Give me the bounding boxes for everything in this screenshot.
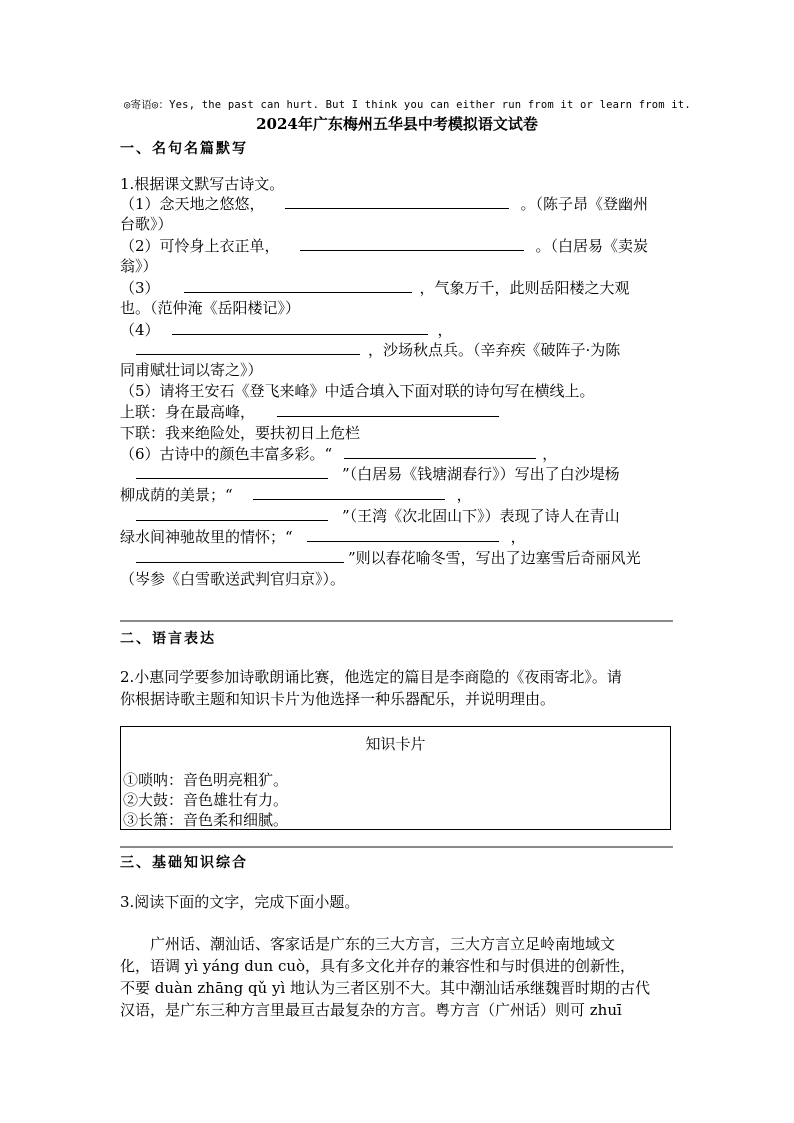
answer-blank[interactable]	[136, 548, 344, 563]
card-item: ①唢呐：音色明亮粗犷。	[123, 771, 289, 789]
q6-line6	[120, 548, 680, 568]
q6-line7: （岑参《白雪歌送武判官归京》）。	[120, 570, 346, 588]
q6-line2	[120, 464, 680, 484]
q3-suffix: ，气象万千，此则岳阳楼之大观	[419, 279, 630, 297]
question-3: 3.阅读下面的文字，完成下面小题。	[120, 893, 360, 911]
q2-prefix: （2）可怜身上衣正单，	[120, 237, 280, 255]
section-divider	[120, 846, 673, 848]
q1-line	[120, 194, 680, 214]
q4-cont: 同甫赋壮词以寄之》）	[120, 361, 263, 379]
q6-comma1: ，	[542, 445, 558, 463]
q4-mid: ，沙场秋点兵。（辛弃疾《破阵子·为陈	[368, 341, 621, 359]
answer-blank[interactable]	[277, 402, 499, 417]
question-2-line2: 你根据诗歌主题和知识卡片为他选择一种乐器配乐，并说明理由。	[120, 690, 556, 708]
card-title: 知识卡片	[365, 735, 426, 753]
answer-blank[interactable]	[136, 506, 328, 521]
card-item: ③长箫：音色柔和细腻。	[123, 811, 289, 829]
q6-line4-text: ”（王湾《次北固山下》）表现了诗人在青山	[342, 507, 620, 525]
answer-blank[interactable]	[136, 464, 328, 479]
section-heading-2: 二、语言表达	[120, 631, 216, 647]
q4-suffix: ，	[437, 321, 453, 339]
q6-line5b: ，	[510, 528, 526, 546]
question-1: 1.根据课文默写古诗文。	[120, 175, 285, 193]
q2-cont: 翁》）	[120, 257, 158, 275]
card-item: ②大鼓：音色雄壮有力。	[123, 791, 289, 809]
answer-blank[interactable]	[344, 444, 536, 459]
q6-prefix: （6）古诗中的颜色丰富多彩。“	[120, 445, 333, 463]
answer-blank[interactable]	[184, 278, 412, 293]
q2-line	[120, 236, 680, 256]
q6-line5	[120, 527, 680, 547]
q1-cont: 台歌》）	[120, 215, 173, 233]
passage-line: 化，语调 yì yáng dun cuò，具有多文化并存的兼容性和与时俱进的创新性，	[120, 957, 636, 975]
question-2-line1: 2.小惠同学要参加诗歌朗诵比赛，他选定的篇目是李商隐的《夜雨寄北》。请	[120, 668, 622, 686]
q1-suffix: 。（陈子昂《登幽州	[520, 195, 649, 213]
q1-prefix: （1）念天地之悠悠，	[120, 195, 265, 213]
q6-line4	[120, 506, 680, 526]
q6-line6-text: ”则以春花喻冬雪，写出了边塞雪后奇丽风光	[348, 549, 641, 567]
q4-prefix: （4）	[120, 321, 160, 339]
section-divider	[120, 620, 673, 622]
q2-suffix: 。（白居易《卖炭	[535, 237, 649, 255]
q4-line2	[120, 340, 680, 360]
answer-blank[interactable]	[172, 320, 428, 335]
q4-line	[120, 320, 680, 340]
q5-upper-line	[120, 402, 680, 422]
answer-blank[interactable]	[300, 236, 524, 251]
section-heading-3: 三、基础知识综合	[120, 855, 248, 871]
passage-line: 广州话、潮汕话、客家话是广东的三大方言，三大方言立足岭南地域文	[120, 935, 616, 953]
q3-line	[120, 278, 680, 298]
passage-line: 不要 duàn zhāng qǔ yì 地认为三者区别不大。其中潮汕话承继魏晋时期的古代	[120, 979, 651, 997]
q5-lower: 下联：我来绝险处，要扶初日上危栏	[120, 424, 361, 442]
q5-prompt: （5）请将王安石《登飞来峰》中适合填入下面对联的诗句写在横线上。	[120, 382, 595, 400]
answer-blank[interactable]	[253, 485, 445, 500]
q6-line3a: 柳成荫的美景；“	[120, 486, 233, 504]
q3-cont: 也。（范仲淹《岳阳楼记》）	[120, 299, 301, 317]
section-heading-1: 一、名句名篇默写	[120, 141, 248, 157]
q5-upper: 上联：身在最高峰，	[120, 403, 256, 421]
answer-blank[interactable]	[307, 527, 499, 542]
answer-blank[interactable]	[285, 194, 509, 209]
q3-prefix: （3）	[120, 279, 160, 297]
q6-line1	[120, 444, 680, 464]
answer-blank[interactable]	[136, 340, 360, 355]
motto-line: ◎寄语◎：Yes, the past can hurt. But I think you can either run from it or learn from it.	[124, 99, 691, 111]
exam-title: 2024年广东梅州五华县中考模拟语文试卷	[256, 115, 538, 133]
q6-line3	[120, 485, 680, 505]
q6-line2-text: ”（白居易《钱塘湖春行》）写出了白沙堤杨	[342, 465, 620, 483]
passage-line: 汉语，是广东三种方言里最亘古最复杂的方言。粤方言（广州话）则可 zhuī	[120, 1001, 622, 1019]
q6-line5a: 绿水间神驰故里的情怀；“	[120, 528, 293, 546]
q6-line3b: ，	[456, 486, 472, 504]
knowledge-card	[120, 726, 671, 830]
